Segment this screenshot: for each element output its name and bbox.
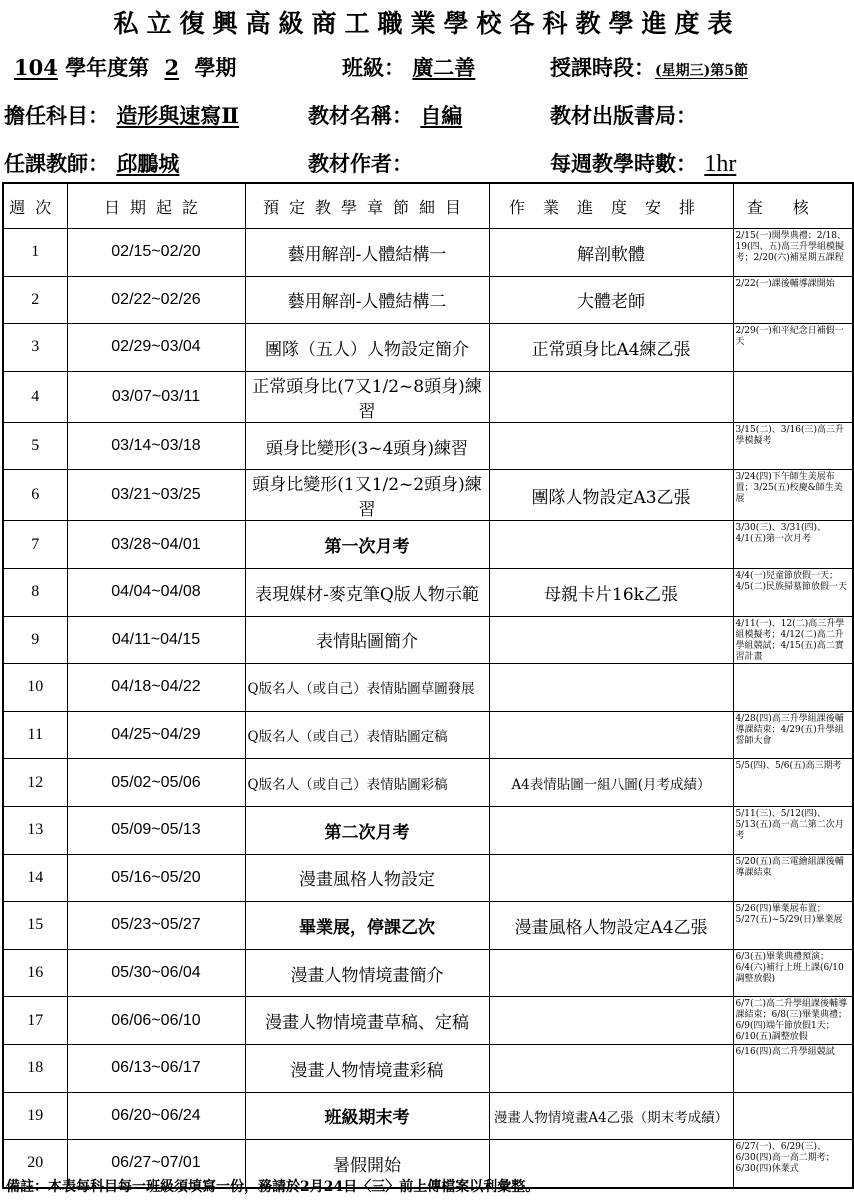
table-row [3,664,853,712]
school-year-line [14,52,236,82]
notes-cell: 2/22(一)課後輔導課開始 [733,276,853,324]
notes-cell: 3/15(二)、3/16(三)高三升學模擬考 [733,422,853,470]
topic-cell: Q版名人（或自己）表情貼圖草圖發展 [245,664,489,712]
dates-cell: 05/23~05/27 [67,902,245,950]
notes-cell: 4/28(四)高三升學組課後輔導課結束；4/29(五)升學組誓師大會 [733,711,853,759]
topic-cell: 暑假開始 [245,1140,489,1188]
topic-cell: 第二次月考 [245,806,489,854]
assignment-cell [489,949,733,997]
notes-cell: 2/29(一)和平紀念日補假一天 [733,324,853,372]
week-cell: 18 [3,1044,67,1092]
hours-field [550,148,736,178]
page-title: 私立復興高級商工職業學校各科教學進度表 [113,9,741,38]
topic-cell: 表情貼圖簡介 [245,616,489,664]
assignment-cell [489,616,733,664]
topic-cell: 表現媒材-麥克筆Q版人物示範 [245,568,489,616]
notes-cell: 5/5(四)、5/6(五)高三期考 [733,759,853,807]
table-row [3,422,853,470]
week-cell: 11 [3,711,67,759]
notes-cell: 5/11(三)、5/12(四)、5/13(五)高一高二第二次月考 [733,806,853,854]
class-label: 班級： [342,55,405,80]
dates-cell: 02/29~03/04 [67,324,245,372]
dates-cell: 05/16~05/20 [67,854,245,902]
table-row [3,1044,853,1092]
author-label: 教材作者： [308,151,413,176]
assignment-cell: 大體老師 [489,276,733,324]
semester-label: 學期 [194,55,237,80]
schedule-table [2,182,854,1189]
notes-cell: 2/15(一)開學典禮；2/18、19(四、五)高三升學組模擬考；2/20(六)補星期五課程 [733,229,853,277]
notes-cell: 4/4(一)兒童節放假一天；4/5(二)民族掃墓節放假一天 [733,568,853,616]
subject-value: 造形與速寫Ⅱ [116,103,240,128]
assignment-cell [489,521,733,569]
table-row [3,229,853,277]
week-cell: 2 [3,276,67,324]
assignment-cell [489,422,733,470]
table-row [3,371,853,422]
table-row [3,997,853,1045]
header-week: 週次 [3,183,67,229]
subject-label: 擔任科目： [4,103,109,128]
table-row [3,521,853,569]
assignment-cell: 團隊人物設定A3乙張 [489,470,733,521]
dates-cell: 04/25~04/29 [67,711,245,759]
dates-cell: 06/20~06/24 [67,1092,245,1140]
table-row [3,711,853,759]
class-field [342,52,475,82]
table-row [3,949,853,997]
time-label: 授課時段： [550,55,655,80]
topic-cell: 團隊（五人）人物設定簡介 [245,324,489,372]
table-row [3,806,853,854]
week-cell: 3 [3,324,67,372]
semester: 2 [164,55,180,80]
notes-cell: 6/16(四)高二升學組競試 [733,1044,853,1092]
dates-cell: 02/22~02/26 [67,276,245,324]
dates-cell: 04/11~04/15 [67,616,245,664]
header-assignment: 作業進度安排 [489,183,733,229]
week-cell: 4 [3,371,67,422]
topic-cell: 漫畫風格人物設定 [245,854,489,902]
dates-cell: 04/18~04/22 [67,664,245,712]
notes-cell: 5/20(五)高三電繪組課後輔導課結束 [733,854,853,902]
school-year-label: 學年度第 [65,55,150,80]
dates-cell: 03/14~03/18 [67,422,245,470]
topic-cell: 頭身比變形(1又1/2~2頭身)練習 [245,470,489,521]
table-row [3,568,853,616]
week-cell: 7 [3,521,67,569]
week-cell: 14 [3,854,67,902]
table-row [3,470,853,521]
notes-cell: 3/30(三)、3/31(四)、4/1(五)第一次月考 [733,521,853,569]
author-field [308,148,413,178]
class-value: 廣二善 [412,55,476,80]
table-row [3,759,853,807]
week-cell: 5 [3,422,67,470]
dates-cell: 05/30~06/04 [67,949,245,997]
topic-cell: 頭身比變形(3~4頭身)練習 [245,422,489,470]
week-cell: 6 [3,470,67,521]
teacher-label: 任課教師： [4,151,109,176]
school-year: 104 [14,55,58,80]
assignment-cell: 解剖軟體 [489,229,733,277]
publisher-label: 教材出版書局： [550,103,697,128]
notes-cell: 6/27(一)、6/29(三)、6/30(四)高一高二期考；6/30(四)休業式 [733,1140,853,1188]
week-cell: 1 [3,229,67,277]
week-cell: 19 [3,1092,67,1140]
assignment-cell: 漫畫風格人物設定A4乙張 [489,902,733,950]
week-cell: 10 [3,664,67,712]
topic-cell: 第一次月考 [245,521,489,569]
notes-cell: 6/7(二)高二升學組課後輔導課結束；6/8(三)畢業典禮；6/9(四)端午節放假1天；6/10(五)調整放假 [733,997,853,1045]
table-row [3,324,853,372]
material-value: 自編 [420,103,463,128]
notes-cell: 5/26(四)畢業展布置；5/27(五)~5/29(日)畢業展 [733,902,853,950]
header-notes: 查核 [733,183,853,229]
table-row [3,276,853,324]
topic-cell: 班級期末考 [245,1092,489,1140]
dates-cell: 02/15~02/20 [67,229,245,277]
topic-cell: 漫畫人物情境畫彩稿 [245,1044,489,1092]
notes-cell: 4/11(一)、12(二)高三升學組模擬考；4/12(二)高二升學組競試；4/15(五)高二實習計畫 [733,616,853,664]
dates-cell: 05/09~05/13 [67,806,245,854]
table-row [3,854,853,902]
notes-cell [733,371,853,422]
teacher-value: 邱鵬城 [116,151,180,176]
publisher-field [550,100,697,130]
week-cell: 16 [3,949,67,997]
notes-cell [733,664,853,712]
topic-cell: Q版名人（或自己）表情貼圖定稿 [245,711,489,759]
dates-cell: 05/02~05/06 [67,759,245,807]
material-field [308,100,462,130]
notes-cell [733,1092,853,1140]
dates-cell: 04/04~04/08 [67,568,245,616]
assignment-cell [489,806,733,854]
header-dates: 日期起訖 [67,183,245,229]
material-label: 教材名稱： [308,103,413,128]
week-cell: 8 [3,568,67,616]
teacher-field [4,148,179,178]
subject-field [4,100,239,130]
dates-cell: 03/07~03/11 [67,371,245,422]
table-row [3,902,853,950]
assignment-cell: 漫畫人物情境畫A4乙張（期末考成績） [489,1092,733,1140]
time-value: (星期三)第5節 [655,63,748,79]
week-cell: 15 [3,902,67,950]
table-header-row [3,183,853,229]
footer-note: 備註：本表每科目每一班級須填寫一份，務請於2月24日〈三〉前上傳檔案以利彙整。 [6,1179,540,1195]
assignment-cell [489,664,733,712]
dates-cell: 06/27~07/01 [67,1140,245,1188]
assignment-cell [489,997,733,1045]
week-cell: 12 [3,759,67,807]
topic-cell: 漫畫人物情境畫草稿、定稿 [245,997,489,1045]
topic-cell: 畢業展，停課乙次 [245,902,489,950]
topic-cell: 藝用解剖-人體結構一 [245,229,489,277]
notes-cell: 6/3(五)畢業典禮預演；6/4(六)補行上班上課(6/10調整放假) [733,949,853,997]
assignment-cell [489,1044,733,1092]
dates-cell: 03/21~03/25 [67,470,245,521]
week-cell: 13 [3,806,67,854]
week-cell: 9 [3,616,67,664]
hours-label: 每週教學時數： [550,151,697,176]
table-row [3,1092,853,1140]
assignment-cell [489,371,733,422]
dates-cell: 06/13~06/17 [67,1044,245,1092]
notes-cell: 3/24(四)下午師生美展布置；3/25(五)校慶&師生美展 [733,470,853,521]
assignment-cell [489,711,733,759]
dates-cell: 03/28~04/01 [67,521,245,569]
topic-cell: 正常頭身比(7又1/2~8頭身)練習 [245,371,489,422]
assignment-cell: A4表情貼圖一組八圖(月考成績） [489,759,733,807]
topic-cell: 藝用解剖-人體結構二 [245,276,489,324]
time-field [550,52,748,82]
week-cell: 17 [3,997,67,1045]
assignment-cell [489,854,733,902]
hours-value: 1hr [704,151,737,177]
dates-cell: 06/06~06/10 [67,997,245,1045]
table-row [3,616,853,664]
topic-cell: 漫畫人物情境畫簡介 [245,949,489,997]
header-topic: 預定教學章節細目 [245,183,489,229]
assignment-cell: 正常頭身比A4練乙張 [489,324,733,372]
topic-cell: Q版名人（或自己）表情貼圖彩稿 [245,759,489,807]
week-cell: 20 [3,1140,67,1188]
assignment-cell: 母親卡片16k乙張 [489,568,733,616]
